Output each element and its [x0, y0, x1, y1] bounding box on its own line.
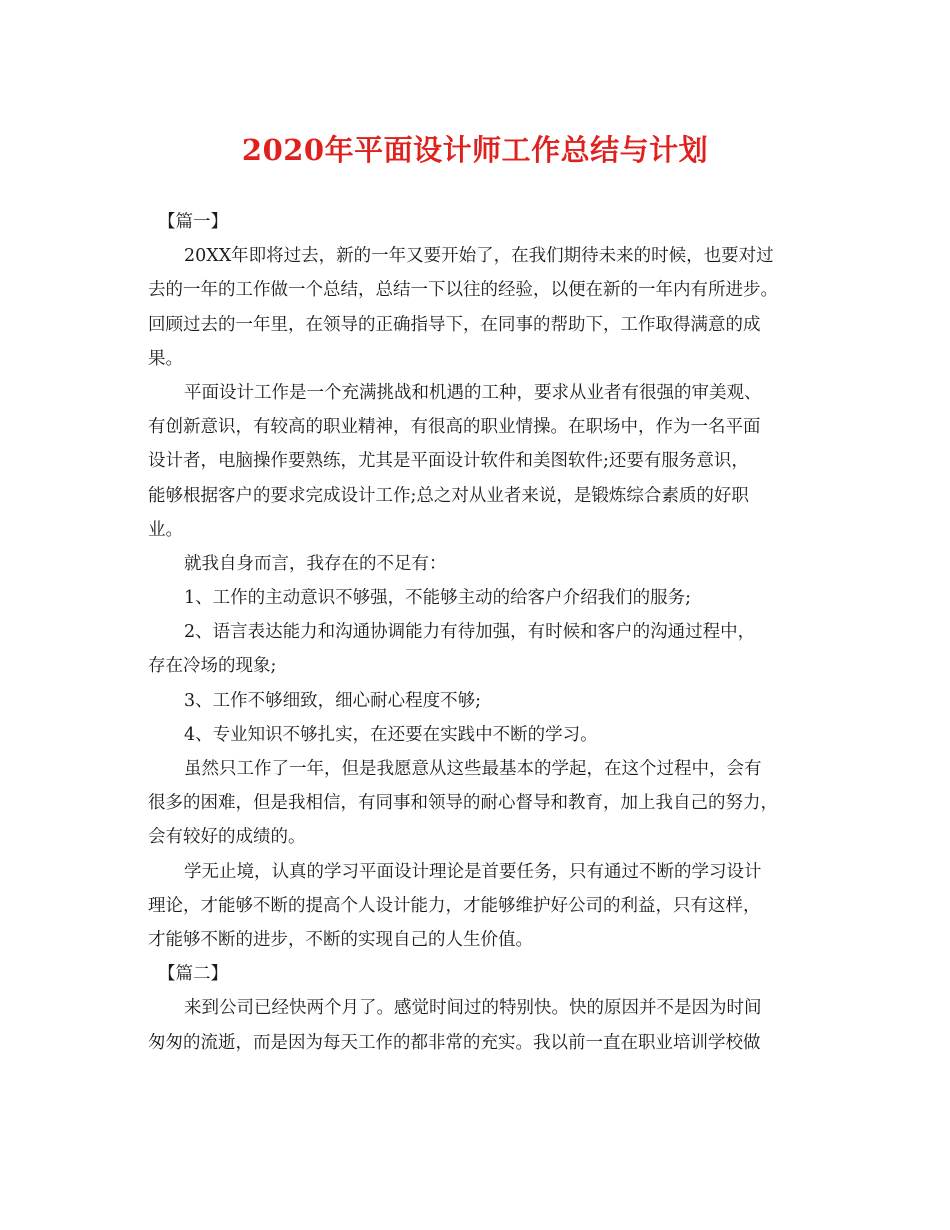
paragraph-line: 去的一年的工作做一个总结，总结一下以往的经验，以便在新的一年内有所进步。 — [148, 280, 778, 301]
document-body — [148, 205, 808, 1060]
paragraph-line: 4、专业知识不够扎实，在还要在实践中不断的学习。 — [184, 724, 598, 745]
paragraph-line: 来到公司已经快两个月了。感觉时间过的特别快。快的原因并不是因为时间 — [184, 998, 762, 1019]
document-title: 2020年平面设计师工作总结与计划 — [241, 133, 709, 167]
paragraph-line: 就我自身而言，我存在的不足有： — [184, 553, 447, 574]
section-heading: 【篇一】 — [158, 212, 228, 232]
paragraph-line: 才能够不断的进步，不断的实现自己的人生价值。 — [148, 929, 533, 950]
paragraph-line: 存在冷场的现象; — [148, 656, 277, 677]
paragraph-line: 20XX年即将过去，新的一年又要开始了，在我们期待未来的时候，也要对过 — [184, 246, 774, 267]
paragraph-line: 虽然只工作了一年，但是我愿意从这些最基本的学起，在这个过程中，会有 — [184, 759, 762, 779]
paragraph-line: 果。 — [148, 348, 183, 369]
paragraph-line: 匆匆的流逝，而是因为每天工作的都非常的充实。我以前一直在职业培训学校做 — [148, 1032, 761, 1053]
section-heading: 【篇二】 — [158, 964, 228, 985]
paragraph-line: 业。 — [148, 519, 183, 540]
paragraph-line: 学无止境，认真的学习平面设计理论是首要任务，只有通过不断的学习设计 — [184, 861, 762, 882]
paragraph-line: 设计者，电脑操作要熟练，尤其是平面设计软件和美图软件;还要有服务意识， — [148, 451, 749, 472]
paragraph-line: 理论，才能够不断的提高个人设计能力，才能够维护好公司的利益，只有这样， — [148, 895, 761, 916]
paragraph-line: 很多的困难，但是我相信，有同事和领导的耐心督导和教育，加上我自己的努力， — [148, 793, 778, 814]
paragraph-line: 平面设计工作是一个充满挑战和机遇的工种，要求从业者有很强的审美观、 — [184, 382, 762, 403]
paragraph-line: 能够根据客户的要求完成设计工作;总之对从业者来说，是锻炼综合素质的好职 — [148, 485, 749, 506]
paragraph-line: 3、工作不够细致，细心耐心程度不够; — [184, 690, 482, 711]
paragraph-line: 2、语言表达能力和沟通协调能力有待加强，有时候和客户的沟通过程中， — [184, 622, 756, 643]
paragraph-line: 有创新意识，有较高的职业精神，有很高的职业情操。在职场中，作为一名平面 — [148, 417, 761, 438]
paragraph-line: 会有较好的成绩的。 — [148, 827, 306, 848]
paragraph-line: 1、工作的主动意识不够强，不能够主动的给客户介绍我们的服务; — [184, 588, 692, 609]
paragraph-line: 回顾过去的一年里，在领导的正确指导下，在同事的帮助下，工作取得满意的成 — [148, 314, 761, 335]
